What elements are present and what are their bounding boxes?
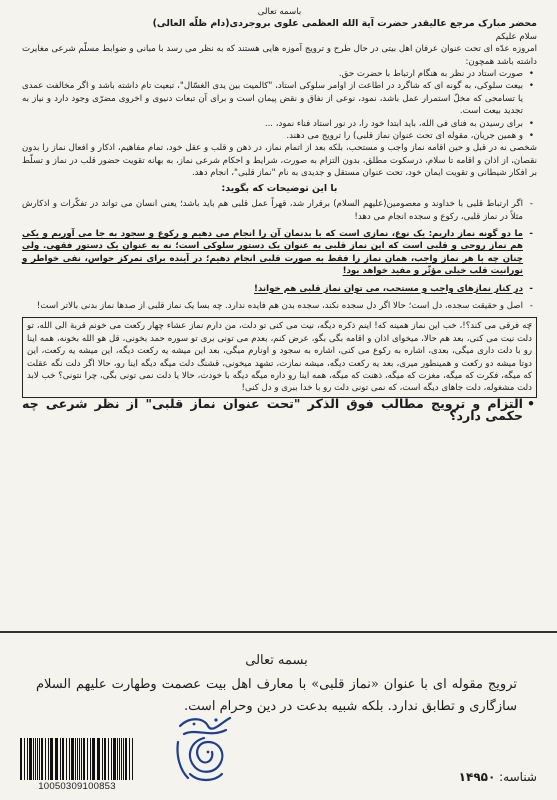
subheading: با این توضیحات که بگوید: — [221, 182, 338, 194]
barcode-bar — [117, 738, 118, 780]
serial-number — [459, 770, 537, 784]
barcode-bar — [33, 738, 34, 780]
barcode-bar — [50, 738, 53, 780]
barcode-bar — [81, 738, 82, 780]
barcode-bar — [37, 738, 38, 780]
barcode-bar — [108, 738, 109, 780]
barcode-bar — [69, 738, 70, 780]
barcode-bar — [41, 738, 43, 780]
barcode-bar — [62, 738, 64, 780]
barcode-bar — [104, 738, 106, 780]
barcode-bar — [79, 738, 80, 780]
answer-block — [36, 650, 517, 718]
quote-item: - اگر ارتباط قلبی با خداوند و معصومین(علیهم السلام) برقرار شد، قهراً عمل قلبی هم باید باشد؛ یعنی انسان می تواند در تفکّرات و اذکارش مثلاً در نماز قلبی، رکوع و سجده انجام می دهد! — [22, 198, 537, 223]
barcode-bar — [125, 738, 127, 780]
barcode-bar — [55, 738, 58, 780]
bullet-item: • صورت استاد در نظر به هنگام ارتباط با حضرت حق. — [22, 68, 537, 80]
barcode-bar — [87, 738, 88, 780]
inquiry-letter — [22, 6, 537, 423]
barcode-bar — [123, 738, 124, 780]
barcode-bar — [97, 738, 100, 780]
barcode-bar — [121, 738, 122, 780]
barcode-bar — [83, 738, 85, 780]
signature-seal-icon — [170, 712, 240, 786]
answer-heading: بسمه تعالی — [245, 653, 308, 668]
barcode-bar — [129, 738, 130, 780]
quote-item-boxed: - چه فرقی می کند؟!، خب این نماز همینه که! اینم ذکره دیگه، نیت می کنی تو دلت، من دارم نماز عشاء چهار رکعت می خونم قربة الی الله، تو دلت نیت می کنی، بعد هم حالا، میخوای اذان و اقامه بگی بگو، عرض کنم، بعدم می تونی بری تو سوره حمد بخونی، قل هو الله بخونه، همه اینا رو با دلت داری میگی، بعدی، اشاره به رکوع می کنی، اشاره به سجود و اونارم میگی، بعد این میشه یه رکعت دیگه، این میشه یه رکعت، این دوتا میشه دو رکعت و همینطور میری، بعد یه رکعت دیگه، میشه نمازت، تشهد میخونی، قشنگ دلت میگه دیگه اینا رو، حالا اگر دلت نگه عقلت که میگه، فکرت که میگه، مغزت که میگه، ذهنت که میگه، همه اینا رو داره میگه دیگه با خودت، حالا یا دلت نمی تونی بگی، چرا نتونی؟ خب لابد دلت مشغوله، دلت جاهای دیگه است، که نمی تونی دلت رو با خدا ببری و دل کنی! — [22, 317, 537, 397]
salutation: سلام علیکم — [495, 31, 537, 42]
barcode-bar — [77, 738, 78, 780]
barcode-bar — [92, 738, 95, 780]
barcode-bar — [35, 738, 36, 780]
bullet-item: • برای رسیدن به فنای فی الله، باید ابتدا خود را، در نور استاد فناء نمود، ... — [22, 118, 537, 130]
addressee-line: محضر مبارک مرجع عالیقدر حضرت آیة الله العظمی علوی بروجردی(دام ظلّه العالی) — [152, 18, 537, 30]
barcode-bar — [48, 738, 49, 780]
barcode-bar — [113, 738, 116, 780]
section-divider — [0, 631, 557, 633]
quote-item: - در کنار نمازهای واجب و مستحب، می توان نماز قلبی هم خواند! — [22, 283, 537, 295]
barcode-bar — [60, 738, 61, 780]
barcode-number: 10050309100853 — [38, 781, 116, 792]
barcode-bar — [66, 738, 67, 780]
barcode-bar — [71, 738, 74, 780]
barcode-bar — [20, 738, 22, 780]
serial-value: ۱۴۹۵۰ — [458, 770, 496, 784]
barcode-bar — [132, 738, 133, 780]
barcode-bar — [75, 738, 76, 780]
quote-item: - اصل و حقیقت سجده، دل است؛ حالا اگر دل سجده نکند، سجده بدن هم فایده ندارد. چه بسا یک نماز قلبی از صدها نماز بدنی بالاتر است! — [22, 300, 537, 312]
serial-label: شناسه: — [499, 770, 537, 784]
barcode-bars-icon — [18, 738, 136, 780]
answer-text: ترویج مقوله ای با عنوان «نماز قلبی» با معارف اهل بیت عصمت وطهارت علیهم السلام سازگاری و تطابق ندارد. بلکه شبیه بدعت در دین وحرام است. — [36, 677, 517, 714]
barcode-bar — [45, 738, 46, 780]
main-question: • التزام و ترویج مطالب فوق الذکر "تحت عنوان نماز قلبی" از نظر شرعی چه حکمی دارد؟ — [22, 398, 537, 423]
bismillah-heading: باسمه تعالی — [257, 7, 302, 17]
bullet-item: • و همین جریان، مقوله ای تحت عنوان نماز قلبی) را ترویج می دهند. — [22, 130, 537, 142]
barcode-bar — [24, 738, 25, 780]
barcode-bar — [39, 738, 40, 780]
barcode-bar — [90, 738, 91, 780]
barcode-bar — [27, 738, 28, 780]
description-paragraph: شخصی نه در قبل و حین اقامه نماز واجب و مستحب، بلکه بعد از اتمام نماز، در ذهن و قلب و عقل خود، تمام مفاهیم، اذکار و افعال نماز را بدون نقصان، از اذان و اقامه تا سلام، درسکوت مطلق، بدون التزام به صورت، شرایط و احکام شرعی نماز، به بهانه تقویت حضور قلب در نماز و تسلّط بر افکار شیطانی و تقویت ایمان خود، تحت عنوان مستقل و جدیدی به نام "نماز قلبی"، انجام دهد. — [22, 143, 537, 179]
intro-paragraph: امروزه عدّه ای تحت عنوان عرفان اهل بیتی در حال طرح و ترویج آموزه هایی هستند که به نظر می رسد با مبانی و ضوابط مسلّم شرعی مغایرت داشته باشد همچون: — [22, 44, 537, 67]
barcode-bar — [29, 738, 32, 780]
barcode-bar — [119, 738, 120, 780]
barcode-bar — [111, 738, 112, 780]
bullet-item: • بیعت سلوکی، به گونه ای که شاگرد در اطاعت از اوامر سلوکی استاد، "کالمیت بین یدی الغسّال"، تبعیت تام داشته باشد و اگر مخالفت عمدی یا تسامحی که مخلّ استمرار عمل باشد، نمود، نوعی از نفاق و نقض پیمان است و برای آن تبعات دنیوی و اخروی مضرّی وجود دارد و نیاز به تجدید بیعت است. — [22, 80, 537, 117]
barcode — [18, 738, 136, 792]
barcode-bar — [102, 738, 103, 780]
quote-item: - ما دو گونه نماز داریم: یک نوع، نمازی است که با بدنمان آن را انجام می دهیم و رکوع و سجود به جا می آوریم و یکی هم نماز روحی و قلبی است که این نماز قلبی به عنوان یک دستور سلوکی است؛ نه به عنوان یک دستور فقهی. ولی چنان چه با هر نماز واجب، همان نماز را فقط به صورت قلبی انجام دهیم؛ در آینده برای تمرکز حواس، نفی خواطر و نورانیت قلب خیلی مؤثّر و مفید خواهد بود! — [22, 228, 537, 278]
